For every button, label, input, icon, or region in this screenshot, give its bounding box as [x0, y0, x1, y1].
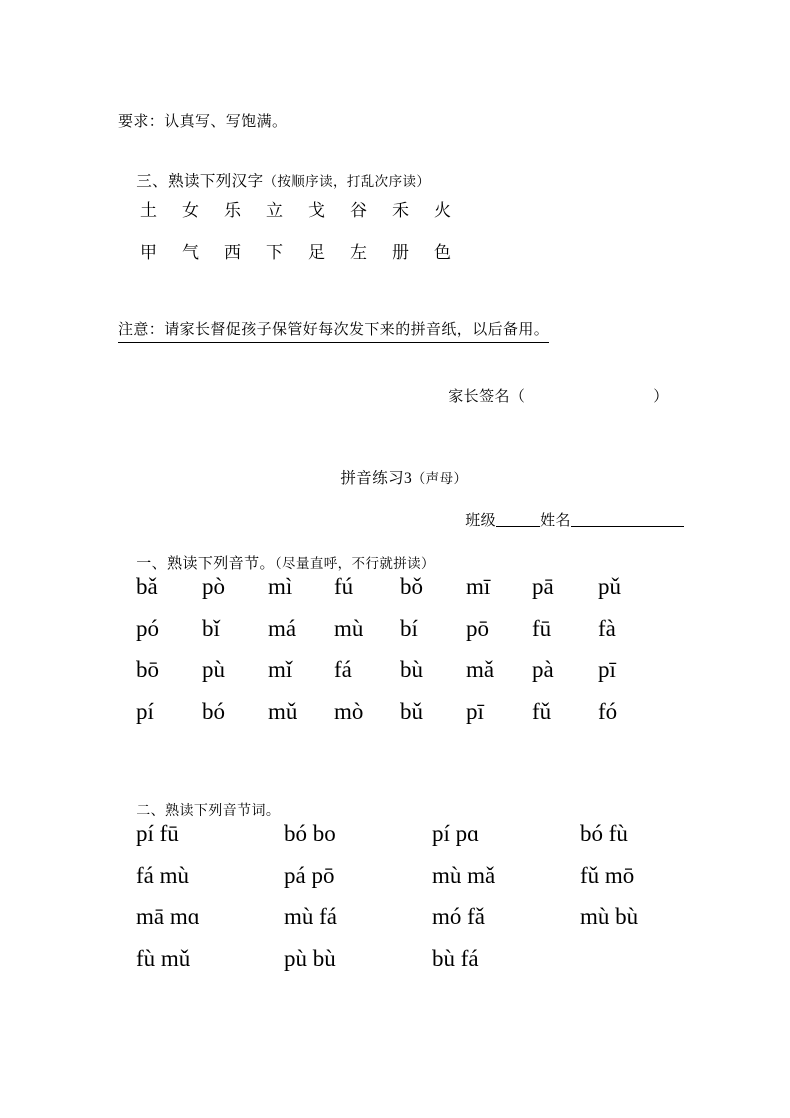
pinyin-word: bù fá: [432, 945, 479, 971]
worksheet-title-main: 拼音练习: [340, 470, 405, 487]
hanzi-char: 禾: [392, 201, 409, 220]
class-label: 班级: [465, 512, 497, 529]
pinyin-word: mù fá: [284, 904, 338, 929]
pinyin-syllable: pà: [532, 657, 554, 682]
pinyin-syllable: fǔ: [532, 698, 552, 724]
hanzi-char: 乐: [224, 201, 241, 220]
pinyin-syllable: fó: [598, 698, 618, 724]
worksheet-title-parenthetical: （声母）: [411, 471, 468, 486]
pinyin-syllable: bí: [400, 615, 418, 641]
pinyin-syllable: pò: [202, 574, 225, 599]
name-label: 姓名: [540, 512, 571, 529]
pinyin-syllable-row: [136, 691, 664, 733]
hanzi-char: 火: [434, 201, 451, 220]
hanzi-char: 色: [434, 243, 451, 262]
requirement-line: 要求：认真写、写饱满。: [118, 113, 288, 130]
signature-open-paren: （: [509, 388, 526, 405]
pinyin-syllable: pǔ: [598, 574, 621, 599]
section-three-parenthetical: （按顺序读，打乱次序读）: [263, 174, 431, 189]
pinyin-word-row: [136, 855, 728, 897]
pinyin-syllable: bǎ: [136, 574, 158, 599]
pinyin-word: [580, 938, 728, 980]
pinyin-syllable: fà: [598, 615, 616, 641]
pinyin-word: bó bo: [284, 821, 336, 846]
pinyin-syllable: fá: [334, 657, 352, 682]
parent-signature-label: 家长签名: [448, 388, 510, 405]
section-two-heading-text: 二、熟读下列音节词。: [136, 802, 281, 818]
worksheet-title-number: 3: [404, 470, 412, 487]
pinyin-word-grid: [136, 813, 728, 979]
pinyin-syllable-row: [136, 649, 664, 691]
pinyin-syllable: bǒ: [400, 574, 423, 599]
pinyin-syllable: fú: [334, 574, 354, 599]
class-name-line: [447, 492, 684, 547]
hanzi-char: 谷: [350, 201, 367, 220]
pinyin-word-row: [136, 813, 728, 855]
pinyin-word: pá pō: [284, 862, 335, 888]
pinyin-word: pù bù: [284, 945, 336, 971]
pinyin-word-row: [136, 938, 728, 980]
hanzi-char: 立: [266, 201, 283, 220]
pinyin-syllable: pó: [136, 615, 159, 641]
pinyin-word: pí fū: [136, 821, 179, 846]
pinyin-syllable: pā: [532, 574, 554, 599]
section-one-heading-text: 一、熟读下列音节。: [136, 555, 275, 572]
pinyin-word: fǔ mō: [580, 862, 635, 888]
pinyin-syllable: pī: [466, 698, 484, 724]
pinyin-syllable: mù: [334, 615, 364, 641]
pinyin-syllable: mò: [334, 698, 364, 724]
name-input-blank[interactable]: [571, 511, 684, 527]
pinyin-word: bó fù: [580, 821, 628, 846]
pinyin-word: mā mɑ: [136, 904, 200, 929]
hanzi-char: 甲: [140, 243, 157, 262]
hanzi-char: 下: [266, 243, 283, 262]
pinyin-syllable: mī: [466, 574, 491, 599]
pinyin-syllable: pō: [466, 615, 489, 641]
pinyin-syllable: mì: [268, 574, 293, 599]
hanzi-char: 册: [392, 243, 409, 262]
pinyin-syllable: bō: [136, 657, 159, 682]
pinyin-syllable: mǔ: [268, 698, 298, 724]
pinyin-syllable: bù: [400, 657, 423, 682]
pinyin-word: mù bù: [580, 904, 639, 929]
section-one-parenthetical: （尽量直呼，不行就拼读）: [274, 556, 435, 571]
pinyin-syllable: pù: [202, 657, 225, 682]
hanzi-char: 左: [350, 243, 367, 262]
pinyin-syllable-row: [136, 566, 664, 608]
pinyin-word: mó fǎ: [432, 904, 486, 929]
hanzi-char: 女: [182, 201, 199, 220]
pinyin-syllable: bǔ: [400, 698, 423, 724]
pinyin-word-row: [136, 896, 728, 938]
pinyin-word: mù mǎ: [432, 862, 496, 888]
hanzi-char: 土: [140, 201, 157, 220]
parent-note-line: 注意：请家长督促孩子保管好每次发下来的拼音纸，以后备用。: [118, 320, 549, 343]
hanzi-char: 西: [224, 243, 241, 262]
pinyin-syllable: fū: [532, 615, 552, 641]
pinyin-word: fá mù: [136, 862, 190, 888]
hanzi-row: [140, 238, 476, 263]
pinyin-syllable-grid: [136, 566, 664, 732]
section-three-heading-text: 三、熟读下列汉字: [136, 173, 264, 190]
pinyin-syllable: bó: [202, 698, 225, 724]
pinyin-syllable-row: [136, 608, 664, 650]
pinyin-syllable: pí: [136, 698, 154, 724]
signature-close-paren: ）: [653, 388, 669, 405]
pinyin-syllable: mǐ: [268, 657, 293, 682]
hanzi-char: 戈: [308, 201, 325, 220]
pinyin-syllable: mǎ: [466, 657, 495, 682]
hanzi-row: [140, 196, 476, 221]
hanzi-char: 气: [182, 243, 199, 262]
pinyin-word: pí pɑ: [432, 821, 480, 846]
pinyin-syllable: bǐ: [202, 615, 220, 641]
class-input-blank[interactable]: [496, 511, 540, 527]
parent-signature-line: [430, 368, 669, 423]
hanzi-char: 足: [308, 243, 325, 262]
pinyin-syllable: pī: [598, 657, 616, 682]
pinyin-word: fù mǔ: [136, 945, 191, 971]
pinyin-syllable: má: [268, 615, 297, 641]
